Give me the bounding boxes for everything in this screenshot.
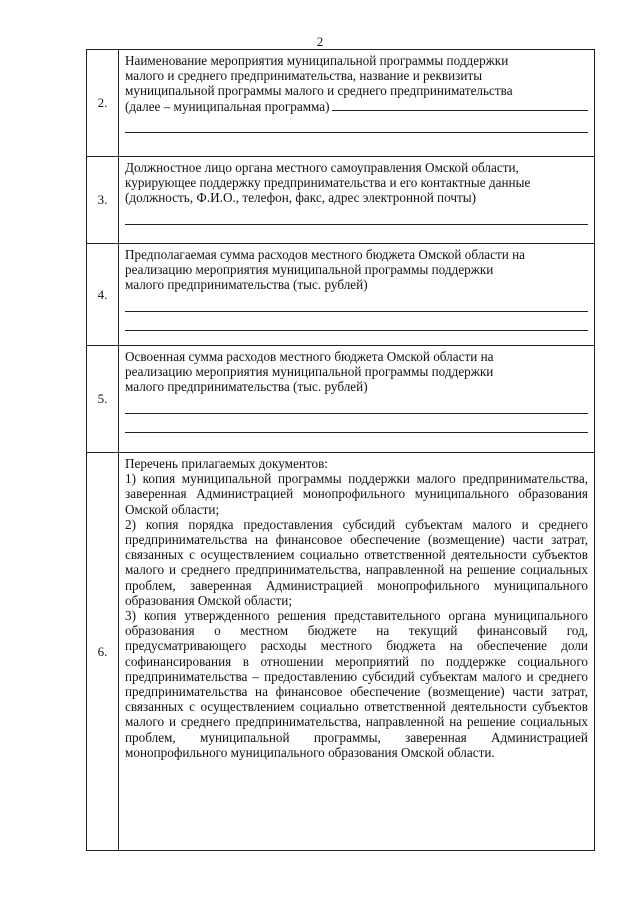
row-content: [119, 346, 595, 453]
form-row-2: [87, 50, 595, 157]
form-row-6: [87, 453, 595, 851]
label-line: (должность, Ф.И.О., телефон, факс, адрес электронной почты): [125, 190, 477, 206]
fill-in-blank[interactable]: [125, 414, 588, 433]
document-item: 3) копия утвержденного решения представительного органа муниципального образования о местном бюджете на текущий финансовый год, предусматривающего расходы местного бюджета на обеспечение доли софинансирования в отношении мероприятий по поддержке социального предпринимательства – предоставлению субсидий субъектам малого и среднего предпринимательства на финансовое обеспечение (возмещение) части затрат, связанных с осуществлением социально ответственной деятельности субъектов малого и среднего предпринимательства, направленной на решение социальных проблем, муниципальной программы, заверенная Администрацией монопрофильного муниципального образования Омской области.: [125, 608, 588, 760]
label-line: муниципальной программы малого и среднего предпринимательства: [125, 83, 513, 99]
label-line: (далее – муниципальная программа): [125, 98, 330, 114]
label-line: Предполагаемая сумма расходов местного бюджета Омской области на: [125, 247, 526, 262]
fill-in-blank[interactable]: [125, 206, 588, 225]
documents-heading: Перечень прилагаемых документов:: [125, 456, 328, 471]
form-row-3: [87, 157, 595, 244]
row-number: 4.: [87, 244, 119, 346]
label-line-with-blank: [125, 99, 588, 114]
row-number: 3.: [87, 157, 119, 244]
row-content: [119, 244, 595, 346]
page-number: 2: [316, 34, 324, 49]
row-number: 2.: [87, 50, 119, 157]
row-content: [119, 50, 595, 157]
fill-in-blank[interactable]: [125, 395, 588, 414]
form-row-4: [87, 244, 595, 346]
row-number: 6.: [87, 453, 119, 851]
row-number: 5.: [87, 346, 119, 453]
label-line: курирующее поддержку предпринимательства и его контактные данные: [125, 175, 531, 191]
fill-in-blank[interactable]: [332, 110, 588, 111]
fill-in-blank[interactable]: [125, 114, 588, 133]
application-form-table: [86, 49, 595, 851]
fill-in-blank[interactable]: [125, 293, 588, 312]
label-line: реализацию мероприятия муниципальной программы поддержки: [125, 262, 494, 278]
fill-in-blank[interactable]: [125, 312, 588, 331]
label-line: малого предпринимательства (тыс. рублей): [125, 277, 368, 293]
label-line: Наименование мероприятия муниципальной программы поддержки: [125, 53, 509, 68]
label-line: малого предпринимательства (тыс. рублей): [125, 379, 368, 395]
label-line: малого и среднего предпринимательства, название и реквизиты: [125, 68, 483, 84]
form-row-5: [87, 346, 595, 453]
label-line: Должностное лицо органа местного самоуправления Омской области,: [125, 160, 519, 175]
row-content: [119, 157, 595, 244]
label-line: Освоенная сумма расходов местного бюджета Омской области на: [125, 349, 494, 364]
row-content: [119, 453, 595, 851]
label-line: реализацию мероприятия муниципальной программы поддержки: [125, 364, 494, 380]
document-item: 1) копия муниципальной программы поддержки малого предпринимательства, заверенная Администрацией монопрофильного муниципального образования Омской области;: [125, 471, 588, 517]
document-item: 2) копия порядка предоставления субсидий субъектам малого и среднего предпринимательства на финансовое обеспечение (возмещение) части затрат, связанных с осуществлением социально ответственной деятельности субъектов малого и среднего предпринимательства, направленной на решение социальных проблем, заверенная Администрацией монопрофильного муниципального образования Омской области;: [125, 516, 588, 608]
